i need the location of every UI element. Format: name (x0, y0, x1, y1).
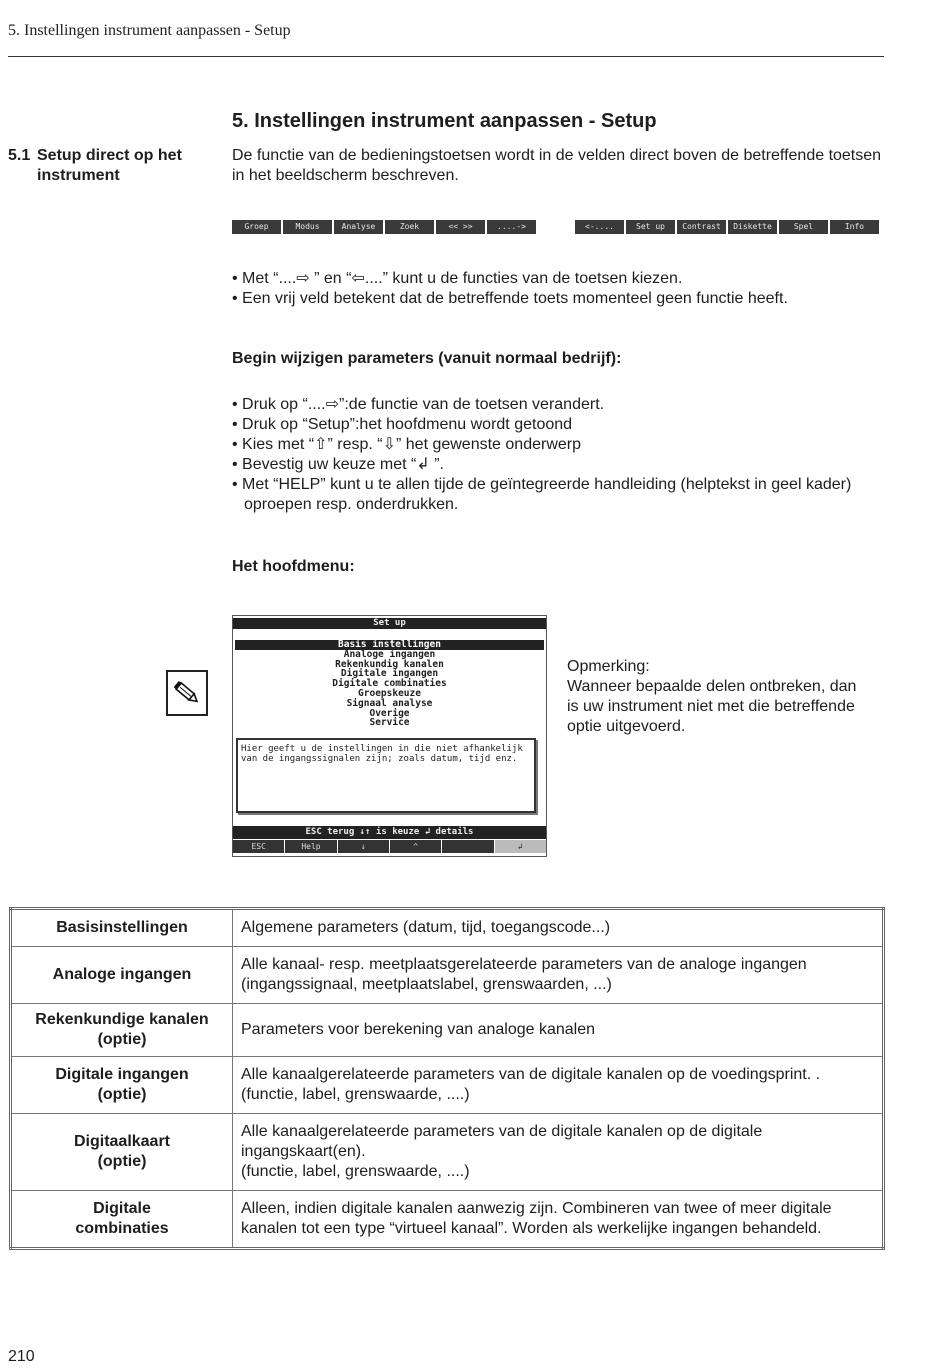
list-item: • Met “....⇨ ” en “⇦....” kunt u de functies van de toetsen kiezen. (232, 270, 683, 287)
chapter-heading: 5. Instellingen instrument aanpassen - Setup (232, 110, 657, 132)
softkey-diskette: Diskette (728, 220, 777, 234)
menu-item-rekenkundig-kanalen[interactable]: Rekenkundig kanalen (335, 658, 444, 670)
table-key-cell: Digitale combinaties (11, 1191, 233, 1249)
table-key-cell: Analoge ingangen (11, 947, 233, 1004)
section-number: 5.1 (8, 147, 31, 164)
table-value-cell: Alle kanaal- resp. meetplaatsgerelateerde parameters van de analoge ingangen (ingangssignaal, meetplaatslabel, grenswaarden, ...) (233, 947, 884, 1004)
softkey-spel: Spel (779, 220, 828, 234)
menu-item-digitale-combinaties[interactable]: Digitale combinaties (332, 678, 447, 690)
list-item: • Bevestig uw keuze met “↲ ”. (232, 456, 444, 473)
bullet-list-steps (232, 395, 882, 515)
list-item: • Een vrij veld betekent dat de betreffende toets momenteel geen functie heeft. (232, 290, 788, 307)
menu-item-analoge-ingangen[interactable]: Analoge ingangen (343, 648, 436, 660)
subheading-begin: Begin wijzigen parameters (vanuit normaal bedrijf): (232, 350, 622, 367)
setup-screen (232, 615, 547, 857)
parameter-table (9, 907, 885, 1250)
list-item: • Druk op “....⇨”:de functie van de toetsen verandert. (232, 396, 605, 413)
table-row (11, 1057, 884, 1114)
menu-item-groepskeuze[interactable]: Groepskeuze (358, 687, 421, 699)
help-text-box: Hier geeft u de instellingen in die niet afhankelijk van de ingangssignalen zijn; zoals datum, tijd enz. (236, 738, 536, 813)
key-enter[interactable]: ↲ (495, 840, 546, 853)
softkey-info: Info (830, 220, 879, 234)
softkey-bar-left (232, 220, 536, 234)
key-esc[interactable]: ESC (233, 840, 284, 853)
screen-status-bar: ESC terug ↓↑ is keuze ↲ details (233, 826, 546, 839)
softkey-modus: Modus (283, 220, 332, 234)
section-title-line1: Setup direct op het (37, 147, 182, 164)
note-label: Opmerking: (567, 658, 650, 675)
screen-title: Set up (233, 618, 546, 629)
header-rule (8, 56, 884, 57)
table-key-cell: Rekenkundige kanalen (optie) (11, 1004, 233, 1057)
table-key-cell: Basisinstellingen (11, 909, 233, 947)
menu-item-basis-instellingen[interactable]: Basis instellingen (235, 640, 544, 650)
softkey-analyse: Analyse (334, 220, 383, 234)
table-key-cell: Digitaalkaart (optie) (11, 1114, 233, 1191)
menu-item-signaal-analyse[interactable]: Signaal analyse (346, 697, 433, 709)
menu-item-service[interactable]: Service (369, 717, 410, 729)
key-down[interactable]: ↓ (338, 840, 389, 853)
softkey-zoek: Zoek (385, 220, 434, 234)
subheading-main-menu: Het hoofdmenu: (232, 558, 355, 575)
page-number: 210 (8, 1348, 35, 1365)
softkey-next: ....-> (487, 220, 536, 234)
table-value-cell: Parameters voor berekening van analoge kanalen (233, 1004, 884, 1057)
note-text: Wanneer bepaalde delen ontbreken, dan is uw instrument niet met die betreffende optie uitgevoerd. (567, 678, 857, 735)
key-help[interactable]: Help (285, 840, 336, 853)
setup-menu (233, 640, 546, 728)
section-title (8, 146, 208, 186)
list-item: • Druk op “Setup”:het hoofdmenu wordt getoond (232, 416, 573, 433)
softkey-contrast: Contrast (677, 220, 726, 234)
list-item: • Met “HELP” kunt u te allen tijde de geïntegreerde handleiding (helptekst in geel kader) oproepen resp. onderdrukken. (232, 476, 852, 513)
list-item: • Kies met “⇧” resp. “⇩” het gewenste onderwerp (232, 436, 581, 453)
bullet-list-keys (232, 269, 882, 309)
table-value-cell: Alle kanaalgerelateerde parameters van de digitale kanalen op de voedingsprint. . (functie, label, grenswaarde, ....) (233, 1057, 884, 1114)
menu-item-overige[interactable]: Overige (369, 707, 410, 719)
softkey-scroll: << >> (436, 220, 485, 234)
table-row (11, 1191, 884, 1249)
pencil-note-icon (166, 670, 208, 716)
table-value-cell: Alleen, indien digitale kanalen aanwezig zijn. Combineren van twee of meer digitale kanalen tot een type “virtueel kanaal”. Worden als werkelijke ingangen behandeld. (233, 1191, 884, 1249)
table-row (11, 1114, 884, 1191)
table-key-cell: Digitale ingangen (optie) (11, 1057, 233, 1114)
key-up[interactable]: ^ (390, 840, 441, 853)
running-head: 5. Instellingen instrument aanpassen - Setup (8, 22, 291, 39)
softkey-groep: Groep (232, 220, 281, 234)
intro-paragraph: De functie van de bedieningstoetsen wordt in de velden direct boven de betreffende toetsen in het beeldscherm beschreven. (232, 147, 882, 184)
table-row (11, 947, 884, 1004)
key-empty[interactable] (442, 840, 493, 853)
softkey-bar-right (575, 220, 879, 234)
table-value-cell: Alle kanaalgerelateerde parameters van de digitale kanalen op de digitale ingangskaart(en). (functie, label, grenswaarde, ....) (233, 1114, 884, 1191)
menu-item-digitale-ingangen[interactable]: Digitale ingangen (340, 668, 439, 680)
softkey-prev: <-.... (575, 220, 624, 234)
note (567, 657, 867, 737)
softkey-setup: Set up (626, 220, 675, 234)
section-title-line2: instrument (37, 167, 120, 184)
table-value-cell: Algemene parameters (datum, tijd, toegangscode...) (233, 909, 884, 947)
screen-function-keys (233, 840, 546, 853)
table-row (11, 909, 884, 947)
table-row (11, 1004, 884, 1057)
